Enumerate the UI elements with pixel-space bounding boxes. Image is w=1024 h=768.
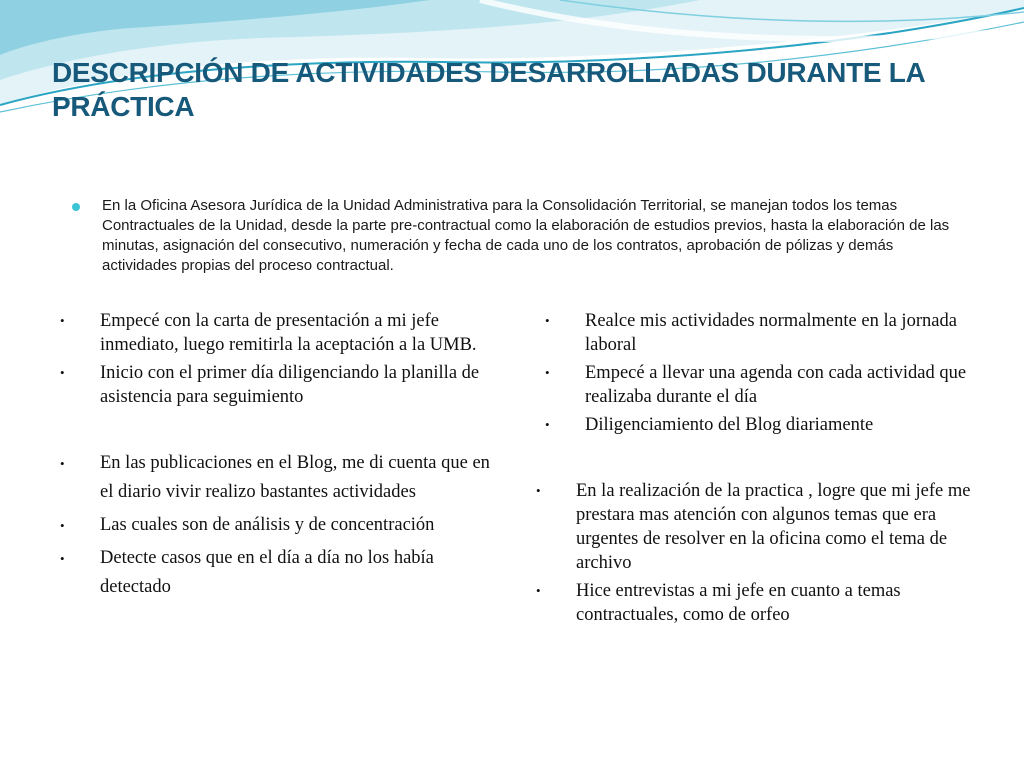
bullet-glyph: • (545, 313, 550, 328)
list-item (536, 579, 996, 627)
list-item (60, 361, 520, 409)
bullet-glyph: • (545, 417, 550, 432)
list-item (545, 361, 995, 409)
bullet-glyph: • (60, 456, 65, 471)
list-item-text: Inicio con el primer día diligenciando la planilla de asistencia para seguimiento (100, 363, 480, 407)
list-item-text: Hice entrevistas a mi jefe en cuanto a temas contractuales, como de orfeo (576, 581, 901, 625)
bullet-glyph: • (60, 313, 65, 328)
list-item (536, 479, 996, 575)
list-item (60, 309, 520, 357)
list-item-text: En la realización de la practica , logre que mi jefe me prestara mas atención con algunos temas que era urgentes de resolver en la oficina como el tema de archivo (576, 481, 971, 573)
bullet-glyph: • (60, 518, 65, 533)
list-item-text: Detecte casos que en el día a día no los había detectado (100, 548, 434, 597)
list-item (60, 449, 490, 507)
bullet-glyph: • (60, 365, 65, 380)
slide-title: DESCRIPCIÓN DE ACTIVIDADES DESARROLLADAS DURANTE LA PRÁCTICA (52, 57, 925, 122)
list-item-text: Realce mis actividades normalmente en la jornada laboral (585, 311, 957, 355)
right-bottom-list (536, 479, 996, 631)
list-item-text: En las publicaciones en el Blog, me di cuenta que en el diario vivir realizo bastantes actividades (100, 453, 490, 502)
list-item-text: Empecé con la carta de presentación a mi jefe inmediato, luego remitirla la aceptación a la UMB. (100, 311, 477, 355)
list-item-text: Las cuales son de análisis y de concentración (100, 515, 435, 535)
list-item (60, 544, 490, 602)
left-top-list (60, 309, 520, 413)
intro-text: En la Oficina Asesora Jurídica de la Unidad Administrativa para la Consolidación Territorial, se manejan todos los temas Contractuales de la Unidad, desde la parte pre-contractual como la elaboración de estudios previos, hasta la elaboración de las minutas, asignación del consecutivo, numeración y fecha de cada uno de los contratos, aprobación de pólizas y demás actividades propias del proceso contractual. (102, 197, 950, 274)
bullet-glyph: • (545, 365, 550, 380)
left-bottom-list (60, 449, 490, 606)
list-item (60, 511, 490, 540)
list-item (545, 309, 995, 357)
intro-bullet (72, 196, 962, 276)
bullet-glyph: • (536, 583, 541, 598)
right-top-list (545, 309, 995, 441)
intro-bullet-dot (72, 203, 80, 211)
list-item (545, 413, 995, 437)
list-item-text: Diligenciamiento del Blog diariamente (585, 415, 874, 435)
bullet-glyph: • (60, 551, 65, 566)
list-item-text: Empecé a llevar una agenda con cada actividad que realizaba durante el día (585, 363, 967, 407)
bullet-glyph: • (536, 483, 541, 498)
